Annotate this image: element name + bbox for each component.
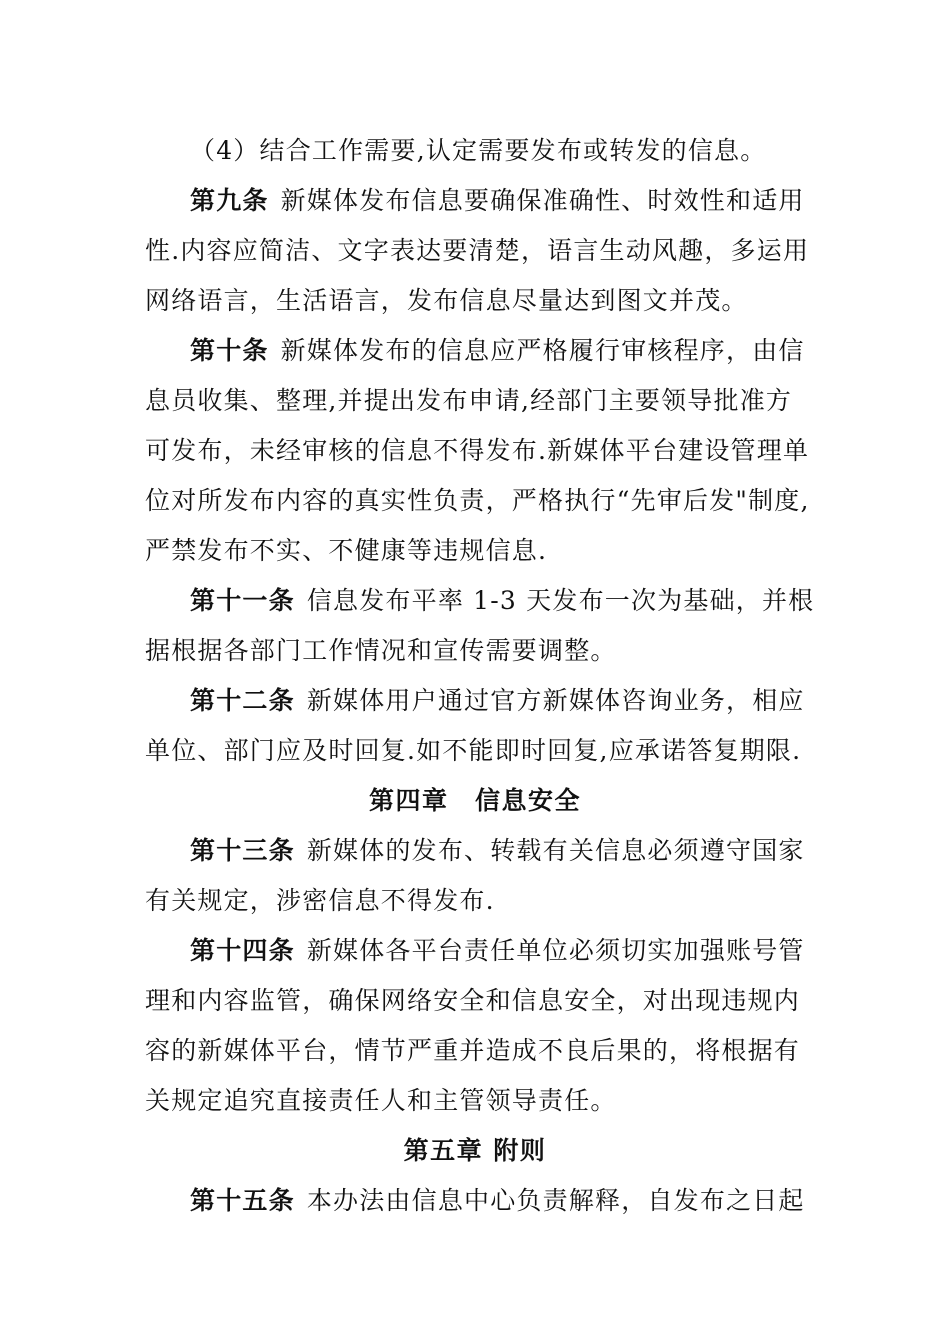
article-12-line-1: [190, 684, 815, 718]
article-14-line-1: [190, 934, 815, 968]
chapter-4-heading: 第四章 信息安全: [368, 786, 581, 815]
article-12-line-2: 单位、部门应及时回复.如不能即时回复,应承诺答复期限.: [145, 736, 802, 765]
article-10-line-2: 息员收集、整理,并提出发布申请,经部门主要领导批准方: [145, 386, 793, 415]
article-11-line-2: 据根据各部门工作情况和宣传需要调整。: [145, 636, 617, 665]
article-10-line-1: [190, 334, 815, 368]
article-15-text-1: 本办法由信息中心负责解释，自发布之日起: [306, 1186, 805, 1215]
article-11-line-1: [190, 584, 815, 618]
article-9-title: 第九条: [190, 186, 269, 215]
article-14-line-2: 理和内容监管，确保网络安全和信息安全，对出现违规内: [145, 986, 801, 1015]
article-14-text-1: 新媒体各平台责任单位必须切实加强账号管: [306, 936, 805, 965]
article-14-line-3: 容的新媒体平台，情节严重并造成不良后果的，将根据有: [145, 1036, 801, 1065]
article-11-title: 第十一条: [190, 586, 295, 615]
article-13-title: 第十三条: [190, 836, 295, 865]
article-10-title: 第十条: [190, 336, 269, 365]
article-9-text-1: 新媒体发布信息要确保准确性、时效性和适用: [280, 186, 805, 215]
article-14-line-4: 关规定追究直接责任人和主管领导责任。: [145, 1086, 617, 1115]
article-9-line-2: 性.内容应简洁、文字表达要清楚，语言生动风趣，多运用: [145, 236, 810, 265]
article-10-line-3: 可发布，未经审核的信息不得发布.新媒体平台建设管理单: [145, 436, 810, 465]
article-9-line-1: [190, 184, 815, 218]
chapter-5-heading: 第五章 附则: [403, 1136, 547, 1165]
article-12-text-1: 新媒体用户通过官方新媒体咨询业务，相应: [306, 686, 805, 715]
article-14-title: 第十四条: [190, 936, 295, 965]
article-11-text-1: 信息发布平率 1-3 天发布一次为基础，并根: [306, 586, 815, 615]
article-15-line-1: [190, 1184, 815, 1218]
article-13-text-1: 新媒体的发布、转载有关信息必须遵守国家: [306, 836, 805, 865]
article-10-text-1: 新媒体发布的信息应严格履行审核程序，由信: [280, 336, 805, 365]
article-13-line-1: [190, 834, 815, 868]
article-9-line-3: 网络语言，生活语言，发布信息尽量达到图文并茂。: [145, 286, 748, 315]
item-4-line-1: （4）结合工作需要,认定需要发布或转发的信息。: [190, 136, 767, 165]
article-13-line-2: 有关规定，涉密信息不得发布.: [145, 886, 495, 915]
article-12-title: 第十二条: [190, 686, 295, 715]
article-15-title: 第十五条: [190, 1186, 295, 1215]
article-10-line-5: 严禁发布不实、不健康等违规信息.: [145, 536, 548, 565]
article-10-line-4: 位对所发布内容的真实性负责，严格执行“先审后发"制度,: [145, 486, 810, 515]
